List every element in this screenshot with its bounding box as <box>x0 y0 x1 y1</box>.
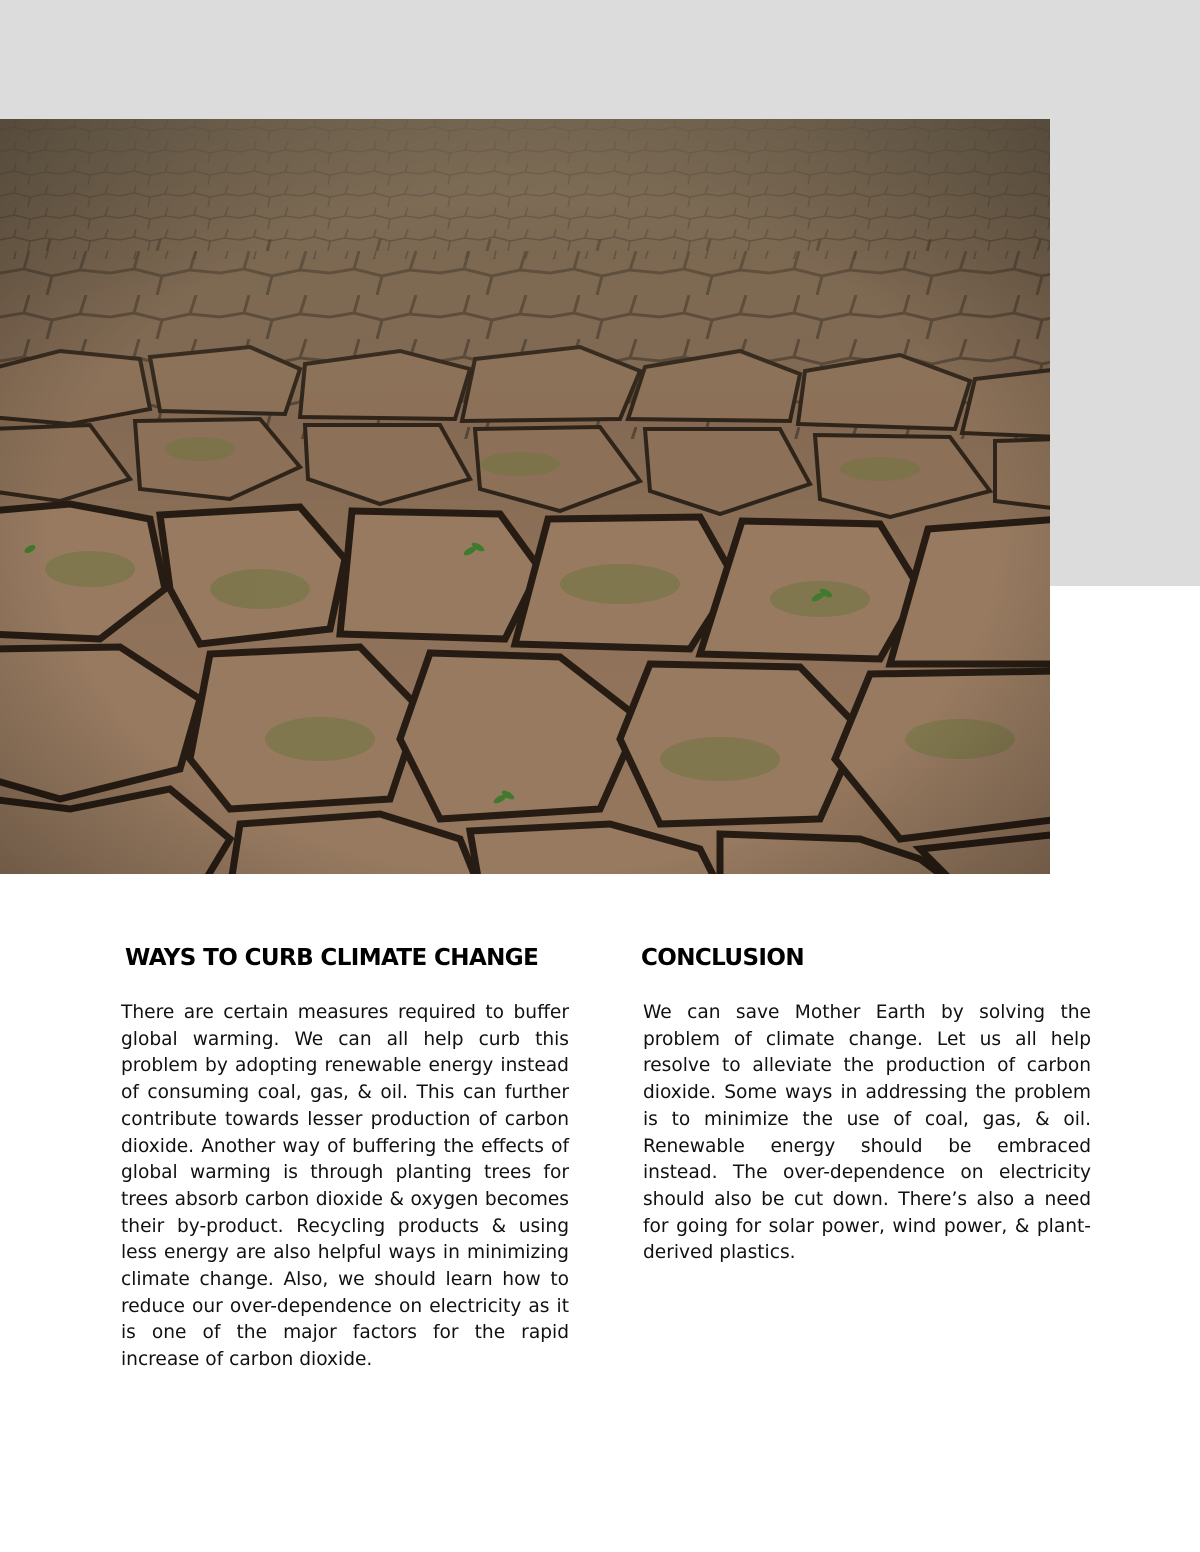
ways-heading: WAYS TO CURB CLIMATE CHANGE <box>125 945 539 971</box>
ways-section <box>121 940 569 1374</box>
conclusion-body: We can save Mother Earth by solving the problem of climate change. Let us all help resolve to alleviate the production of carbon dioxide. Some ways in addressing the problem is to minimize the use of coal, gas, & oil. Renewable energy should be embraced instead. The over-dependence on electricity should also be cut down. There’s also a need for going for solar power, wind power, & plant-derived plastics. <box>643 1002 1091 1264</box>
conclusion-section <box>643 940 1091 1267</box>
ways-body: There are certain measures required to buffer global warming. We can all help curb this problem by adopting renewable energy instead of consuming coal, gas, & oil. This can further contribute towards lesser production of carbon dioxide. Another way of buffering the effects of global warming is through planting trees for trees absorb carbon dioxide & oxygen becomes their by-product. Recycling products & using less energy are also helpful ways in minimizing climate change. Also, we should learn how to reduce our over-dependence on electricity as it is one of the major factors for the rapid increase of carbon dioxide. <box>121 1002 569 1371</box>
photo-vignette <box>0 119 1050 874</box>
cracked-earth-photo <box>0 119 1050 874</box>
conclusion-heading: CONCLUSION <box>641 945 804 971</box>
cracked-earth-illustration <box>0 119 1050 874</box>
